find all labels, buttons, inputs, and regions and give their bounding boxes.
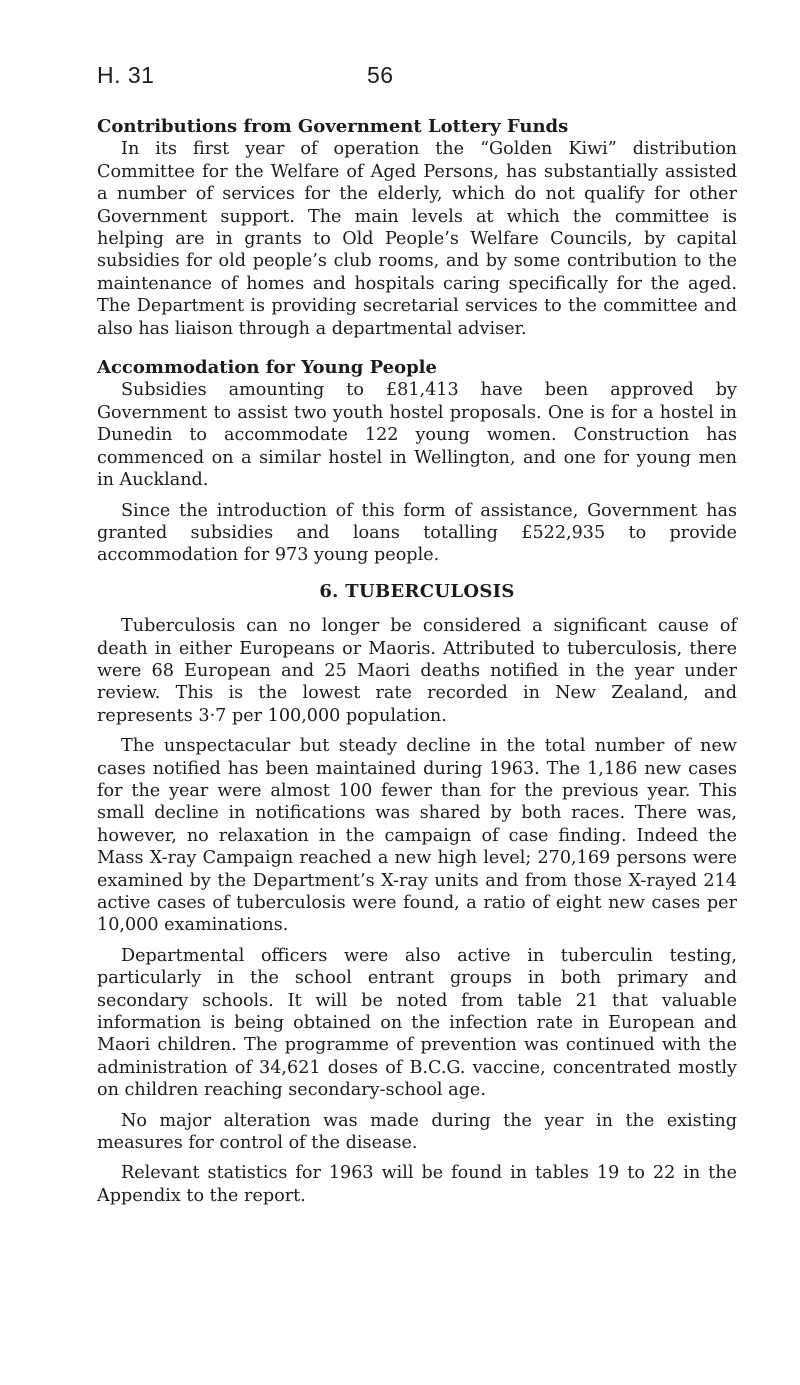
chapter-heading: 6. TUBERCULOSIS: [319, 580, 515, 602]
section-spacer: [97, 340, 737, 357]
document-code: H. 31: [97, 62, 155, 88]
page-body: [97, 116, 737, 1207]
section-accommodation: [97, 357, 737, 567]
section-tuberculosis: [97, 581, 737, 1208]
page-header: [97, 62, 737, 96]
paragraph: Departmental officers were also active in tuberculin testing, particularly in the school entrant groups in both primary and secondary schools. It will be noted from table 21 that valuable information is being obtained on the infection rate in European and Maori children. The programme of prevention was continued with the administration of 34,621 doses of B.C.G. vaccine, concentrated mostly on children reaching secondary-school age.: [97, 945, 737, 1101]
paragraph: Relevant statistics for 1963 will be found in tables 19 to 22 in the Appendix to the report.: [97, 1163, 737, 1206]
paragraph: In its first year of operation the “Golden Kiwi” distribution Committee for the Welfare of Aged Persons, has substantially assisted a number of services for the elderly, which do not qualify for other Government support. The main levels at which the committee is helping are in grants to Old People’s Welfare Councils, by capital subsidies for old people’s club rooms, and by some contribution to the maintenance of homes and hospitals caring specifically for the aged. The Department is providing secretarial services to the committee and also has liaison through a departmental adviser.: [97, 139, 737, 339]
paragraph: Subsidies amounting to £81,413 have been approved by Government to assist two youth hostel proposals. One is for a hostel in Dunedin to accommodate 122 young women. Construction has commenced on a similar hostel in Wellington, and one for young men in Auckland.: [97, 380, 737, 491]
paragraph: The unspectacular but steady decline in the total number of new cases notified has been maintained during 1963. The 1,186 new cases for the year were almost 100 fewer than for the previous year. This small decline in notifications was shared by both races. There was, however, no relaxation in the campaign of case finding. Indeed the Mass X-ray Campaign reached a new high level; 270,169 persons were examined by the Department’s X-ray units and from those X-rayed 214 active cases of tuberculosis were found, a ratio of eight new cases per 10,000 examinations.: [97, 736, 737, 936]
paragraph: Since the introduction of this form of assistance, Government has granted subsidies and loans totalling £522,935 to provide accommodation for 973 young people.: [97, 500, 737, 566]
paragraph: No major alteration was made during the year in the existing measures for control of the disease.: [97, 1110, 737, 1154]
section-heading: Accommodation for Young People: [97, 357, 437, 379]
page-number: 56: [367, 62, 394, 88]
paragraph: Tuberculosis can no longer be considered a significant cause of death in either Europeans or Maoris. Attributed to tuberculosis, there were 68 European and 25 Maori deaths notified in the year under review. This is the lowest rate recorded in New Zealand, and represents 3·7 per 100,000 population.: [97, 616, 737, 726]
section-lottery-funds: [97, 116, 737, 340]
section-heading: Contributions from Government Lottery Funds: [97, 116, 569, 137]
